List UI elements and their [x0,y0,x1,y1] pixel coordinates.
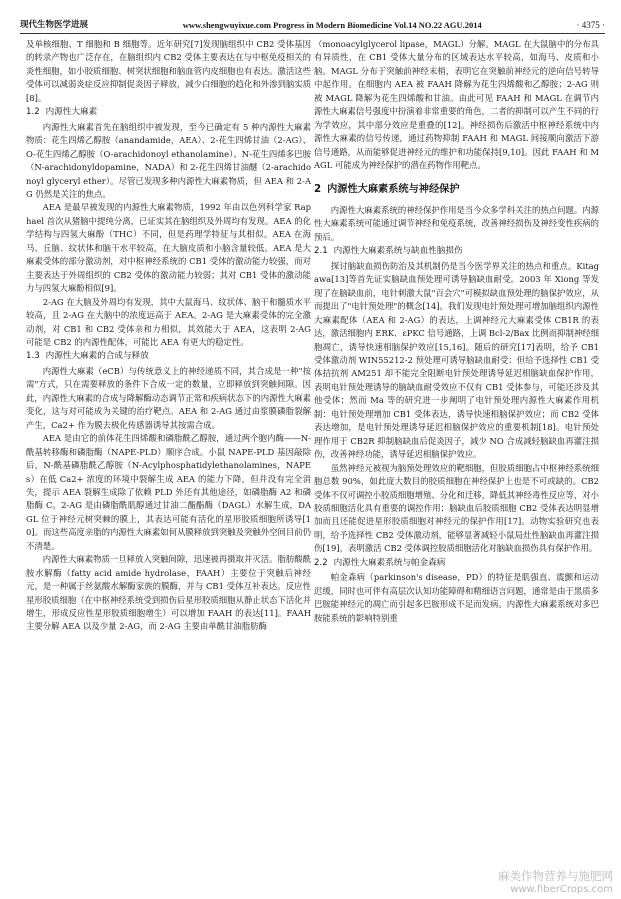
right-column [314,38,599,625]
section-heading-2-2 [314,557,599,570]
paragraph: 2-AG 在大脑及外周均有发现，其中大鼠海马、纹状体、脑干和髓质水平较高，且 2-AG 在大脑中的浓度远高于 AEA。2-AG 是大麻素受体的完全激动剂，对 CB1 和 CB2 受体亲和力相似，其效能大于 AEA，这表明 2-AG 可能是 CB2 的内源性配体，可能比 AEA 有更大的稳定性。 [26,296,311,347]
section-title: 内源性大麻素的合成与释放 [45,351,149,362]
section-title: 内源性大麻素系统与帕金森病 [333,557,446,568]
paragraph: 内源性大麻素首先在脑组织中被发现，至今已确定有 5 种内源性大麻素物质：花生四烯乙醇胺（anandamide，AEA）、2-花生四烯甘油（2-AG）、O-花生四烯乙醇胺（O-arachidonoyl ethanolamine）、N-花生四烯多巴胺（N-arachidonyldopamine，NADA）和 2-花生四烯甘油醚（2-arachidonoyl glyceryl ether）。尽管已发现多种内源性大麻素物质，但 AEA 和 2-AG 仍然是关注的焦点。 [26,121,311,199]
paragraph: AEA 是最早被发现的内源性大麻素物质，1992 年由以色列科学家 Raphael 首次从猪脑中提纯分离，已证实其在脑组织及外周均有发现。AEA 的化学结构与四氢大麻酚（THC）不同，但是药理学特征与其相似。AEA 在海马、丘脑、纹状体和脑干水平较高，在大脑皮质和小脑含量较低。AEA 是大麻素受体的部分激动剂，对中枢神经系统的 CB1 受体的激动能力较强，而对主要表达于外周组织的 CB2 受体的激动能力较弱；其对 CB1 受体的激动能力与四氢大麻酚相似[9]。 [26,202,311,294]
section-title: 内源性大麻素系统与缺血性脑损伤 [333,246,463,257]
journal-info: www.shengwuyixue.com Progress in Modern Biomedicine Vol.14 NO.22 AGU.2014 [182,20,482,30]
section-number: 1.2 [26,107,40,118]
paragraph: 内源性大麻素（eCB）与传统意义上的神经递质不同，其合成是一种"按需"方式，只在需要释放的条件下合成一定的数量，立即释放到突触间隙。因此，内源性大麻素的合成与降解酶动态调节正常和疾病状态下的内源性大麻素变化，这与对可能成为关键的治疗靶点。AEA 和 2-AG 通过由浆膜磷脂裂解产生，Ca2+ 作为膜去极化传感器诱导其按需合成。 [26,365,311,430]
watermark-text: 麻类作物营养与施肥网 [498,869,613,883]
section-number: 2.2 [314,557,328,568]
section-number: 2 [314,183,322,195]
section-number: 1.3 [26,351,40,362]
journal-name-cn: 现代生物医学进展 [20,20,89,30]
watermark [498,868,613,895]
paragraph: （monoacylglycerol lipase，MAGL）分解。MAGL 在大鼠脑中的分布具有异质性，在 CB1 受体大量分布的区域表达水平较高，如海马、皮质和小脑。MAGL 分布于突触前神经末梢，表明它在突触前神经元的逆向信号转导中起作用。在细胞内 AEA 被 FAAH 降解为花生四烯酸和乙醇胺；2-AG 则被 MAGL 降解为花生四烯酸和甘油。由此可见 FAAH 和 MAGL 在调节内源性大麻素信号强度中扮演着非常重要的角色，二者的抑制可以产生不同的行为学效应，其中部分效应是重叠的[12]。神经损伤后激活中枢神经系统中内源性大麻素的信号传递，通过药物抑制 FAAH 和 MAGL 间接顺向激活下游信号通路，从而能够促进神经元的维护和功能保持[9,10]。因此 FAAH 和 MAGL 可能成为神经保护的潜在药物作用靶点。 [314,39,599,171]
paragraph: 内源性大麻素物质一旦释放入突触间隙，迅速被再摄取并灭活。脂肪酸酰胺水解酶（fatty acid amide hydrolase，FAAH）主要位于突触后神经元，是一种属于丝氨酸水解酶家族的膜酶，并与 CB1 受体互补表达。反应性星形胶质细胞（在中枢神经系统受到损伤后星形胶质细胞从静止状态下活化并增生，形成反应性星形胶质细胞增生）可以增加 FAAH 的表达[11]。FAAH 主要分解 AEA 以及少量 2-AG，而 2-AG 主要由单酰甘油脂肪酶 [26,554,311,632]
paragraph: 内源性大麻素系统的神经保护作用是当今众多学科关注的热点问题。内源性大麻素系统可能通过调节神经和免疫系统，改善神经损伤及神经变性疾病的预后。 [314,204,599,242]
page-number: · 4375 · [576,20,605,30]
section-heading-1-2 [26,106,311,119]
paragraph: 探讨脑缺血损伤防治及其机制仍是当今医学界关注的热点和重点。Kitagawa[13]等首先证实脑缺血预处理可诱导脑缺血耐受。2003 年 Xiong 等发现了在脑缺血前，电针刺激大鼠"百会穴"可模拟缺血预处理的脑保护效应，从而提出了"电针预处理"的概念[14]。我们发现电针预处理可增加脑组织内源性大麻素配体（AEA 和 2-AG）的表达，上调神经元大麻素受体 CB1R 的表达，激活细胞内 ERK、εPKC 信号通路，上调 Bcl-2/Bax 比例而抑制神经细胞凋亡，诱导快速相脑保护效应[15,16]。随后的研究[17]表明，给予 CB1 受体激动剂 WIN55212-2 预处理可诱导脑缺血耐受；但给予选择性 CB1 受体拮抗剂 AM251 却不能完全阻断电针预处理诱导延迟相脑缺血保护作用，表明电针预处理诱导的脑缺血耐受效应不仅有 CB1 受体参与，可能还涉及其他受体；然而 Ma 等的研究进一步阐明了电针预处理内源性大麻素作用机制：电针预处理增加 CB1 受体表达，诱导快速相脑保护效应；而 CB2 受体表达增加，是电针预处理诱导延迟相脑保护效应的重要机制[18]。电针预处理作用于 CB2R 抑制脑缺血后促炎因子，减少 NO 合成减轻脑缺血再灌注损伤，改善神经功能，诱导延迟相脑保护效应。 [314,260,599,460]
paragraph: 虽然神经元被视为脑预处理效应的靶细胞，但胶质细胞占中枢神经系统细胞总数 90%，如此庞大数目的胶质细胞在神经保护上也是不可或缺的。CB2 受体不仅可调控小胶质细胞增殖、分化和迁移，降低其神经毒性反应等，对小胶质细胞活化具有重要的调控作用；脑缺血后胶质细胞 CB2 受体表达明显增加而且还能促进星形胶质细胞对神经元的保护作用[17]。动物实验研究也表明，给予选择性 CB2 受体激动剂，能够显著减轻小鼠局灶性脑缺血再灌注损伤[19]，表明激活 CB2 受体调控胶质细胞活化对脑缺血损伤具有保护作用。 [314,462,599,554]
section-title: 内源性大麻素 [45,107,98,118]
paragraph: AEA 是由它的前体花生四烯酸和磷脂酰乙醇胺，通过两个胞内酶——N-酰基转移酶和磷脂酶（NAPE-PLD）顺序合成。小鼠 NAPE-PLD 基因敲除后，N-酰基磷脂酰乙醇胺（N-Acylphosphatidylethanolamines，NAPEs）在低 Ca2+ 浓度的环境中裂解生成 AEA 的能力下降，但并没有完全消失，提示 AEA 裂解生成除了依赖 PLD 外还有其他途径，如磷脂酶 A2 和磷脂酶 C。2-AG 是由磷脂酰肌醇通过甘油二酯酯酶（DAGL）水解生成，DAGL 位于神经元树突棘的膜上，其表达可能有活化的星形胶质细胞所诱导[10]。而这些高度亲脂的内源性大麻素如何从膜释放到突触及突触外空间目前仍不清楚。 [26,433,311,551]
section-title: 内源性大麻素系统与神经保护 [327,183,460,195]
section-heading-2 [314,183,599,196]
section-number: 2.1 [314,246,328,257]
left-column [26,38,311,634]
watermark-url: www.fiberCrops.com [510,884,613,895]
page-header [20,8,605,34]
paragraph: 及单核细胞、T 细胞和 B 细胞等。近年研究[7]发现脑组织中 CB2 受体基因的转录产物也广泛存在，在脑组织内 CB2 受体主要表达在与中枢免疫相关的炎性细胞，如小胶质细胞、树突状细胞和脑血管内皮细胞也有表达。激活这些受体可以减弱炎症反应抑制促炎因子释放，减少白细胞的趋化和外渗到脑实质[8]。 [26,39,311,103]
paragraph: 帕金森病（parkinson's disease，PD）的特征是肌强直、震颤和运动迟缓，同时也可伴有高层次认知功能障碍和精细语言问题，通常是由于黑质多巴胺能神经元的凋亡而引起多巴胺形成不足而发病。内源性大麻素系统对多巴胺能系统的影响特别重 [314,572,599,623]
section-heading-1-3 [26,350,311,363]
section-heading-2-1 [314,245,599,258]
